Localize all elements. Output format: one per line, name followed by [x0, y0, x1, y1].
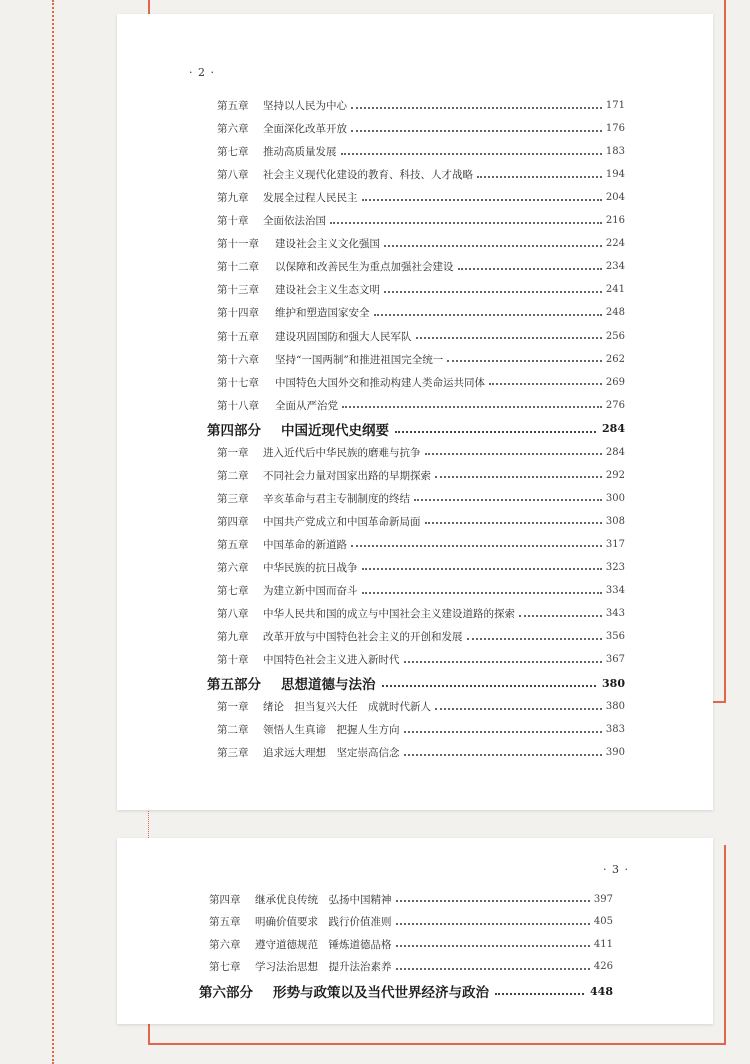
- chapter-title: 建设社会主义生态文明: [275, 284, 380, 297]
- page-reference: 234: [605, 261, 625, 273]
- part-label: 第四部分: [207, 422, 261, 439]
- leader-dots: [382, 685, 597, 687]
- red-frame-bottom-horizontal: [148, 1043, 726, 1045]
- chapter-title: 领悟人生真谛 把握人生方向: [263, 724, 400, 737]
- toc-chapter-entry: [217, 209, 625, 232]
- leader-dots: [396, 968, 590, 970]
- leader-dots: [416, 337, 602, 339]
- page-reference: 194: [605, 169, 625, 181]
- toc-chapter-entry: [217, 117, 625, 140]
- toc-chapter-entry: [217, 301, 625, 324]
- part-label: 第五部分: [207, 677, 261, 694]
- page-reference: 241: [605, 284, 625, 296]
- chapter-title: 改革开放与中国特色社会主义的开创和发展: [263, 631, 463, 644]
- toc-chapter-entry: [217, 348, 625, 371]
- toc-chapter-entry: [217, 579, 625, 602]
- chapter-label: 第四章: [217, 515, 249, 528]
- chapter-title: 全面深化改革开放: [263, 123, 347, 136]
- part-title: 形势与政策以及当代世界经济与政治: [273, 985, 489, 1001]
- page-reference: 276: [605, 399, 625, 411]
- leader-dots: [414, 499, 602, 501]
- chapter-label: 第一章: [217, 701, 249, 714]
- page-number: · 2 ·: [189, 66, 215, 79]
- page-reference: 269: [605, 376, 625, 388]
- red-frame-right-horizontal-1: [712, 701, 726, 703]
- toc-chapter-entry: [217, 510, 625, 533]
- toc-chapter-entry: [217, 371, 625, 394]
- toc-chapter-entry: [217, 186, 625, 209]
- chapter-title: 为建立新中国而奋斗: [263, 585, 358, 598]
- leader-dots: [447, 360, 602, 362]
- toc-part-entry: [207, 418, 625, 440]
- chapter-title: 不同社会力量对国家出路的早期探索: [263, 469, 431, 482]
- toc-chapter-entry: [217, 464, 625, 487]
- toc-chapter-entry: [217, 140, 625, 163]
- leader-dots: [330, 222, 602, 224]
- leader-dots: [404, 731, 602, 733]
- page-reference: 323: [605, 561, 625, 573]
- chapter-label: 第十七章: [217, 376, 259, 389]
- page-reference: 284: [605, 446, 625, 458]
- page-reference: 380: [605, 701, 625, 713]
- chapter-label: 第十章: [217, 654, 249, 667]
- chapter-title: 继承优良传统 弘扬中国精神: [255, 893, 392, 906]
- page-reference: 380: [602, 676, 625, 690]
- leader-dots: [396, 900, 590, 902]
- chapter-title: 全面依法治国: [263, 215, 326, 228]
- chapter-label: 第六章: [217, 561, 249, 574]
- chapter-label: 第十二章: [217, 261, 259, 274]
- book-page-2: [117, 838, 713, 1024]
- page-reference: 308: [605, 515, 625, 527]
- chapter-label: 第八章: [217, 608, 249, 621]
- chapter-label: 第六章: [209, 938, 241, 951]
- page-reference: 397: [593, 893, 613, 905]
- chapter-title: 中国特色大国外交和推动构建人类命运共同体: [275, 376, 485, 389]
- toc-part-entry: [199, 980, 613, 1002]
- page-reference: 448: [590, 984, 613, 998]
- chapter-title: 中国共产党成立和中国革命新局面: [263, 515, 421, 528]
- chapter-title: 以保障和改善民生为重点加强社会建设: [275, 261, 454, 274]
- leader-dots: [458, 268, 602, 270]
- chapter-label: 第三章: [217, 492, 249, 505]
- chapter-label: 第九章: [217, 192, 249, 205]
- chapter-label: 第二章: [217, 724, 249, 737]
- leader-dots: [384, 291, 602, 293]
- page-reference: 248: [605, 307, 625, 319]
- page-reference: 256: [605, 330, 625, 342]
- page-reference: 343: [605, 608, 625, 620]
- chapter-title: 中华民族的抗日战争: [263, 561, 358, 574]
- page-reference: 262: [605, 353, 625, 365]
- chapter-label: 第六章: [217, 123, 249, 136]
- chapter-title: 中国特色社会主义进入新时代: [263, 654, 400, 667]
- page-reference: 426: [593, 961, 613, 973]
- chapter-title: 推动高质量发展: [263, 146, 337, 159]
- page-reference: 176: [605, 123, 625, 135]
- toc-chapter-entry: [217, 325, 625, 348]
- leader-dots: [404, 754, 602, 756]
- chapter-title: 进入近代后中华民族的磨难与抗争: [263, 446, 421, 459]
- toc-chapter-entry: [209, 956, 613, 979]
- chapter-title: 辛亥革命与君主专制制度的终结: [263, 492, 410, 505]
- chapter-label: 第九章: [217, 631, 249, 644]
- page-reference: 224: [605, 238, 625, 250]
- leader-dots: [404, 661, 602, 663]
- leader-dots: [374, 314, 602, 316]
- leader-dots: [351, 107, 602, 109]
- leader-dots: [351, 130, 602, 132]
- chapter-title: 全面从严治党: [275, 399, 338, 412]
- chapter-title: 中华人民共和国的成立与中国社会主义建设道路的探索: [263, 608, 515, 621]
- leader-dots: [362, 199, 602, 201]
- part-title: 思想道德与法治: [281, 677, 376, 694]
- chapter-title: 建设社会主义文化强国: [275, 238, 380, 251]
- page-reference: 383: [605, 724, 625, 736]
- chapter-label: 第二章: [217, 469, 249, 482]
- chapter-label: 第七章: [209, 961, 241, 974]
- page-reference: 292: [605, 469, 625, 481]
- leader-dots: [342, 406, 602, 408]
- chapter-title: 明确价值要求 践行价值准则: [255, 916, 392, 929]
- chapter-label: 第五章: [217, 538, 249, 551]
- chapter-title: 发展全过程人民民主: [263, 192, 358, 205]
- leader-dots: [425, 522, 602, 524]
- page-reference: 216: [605, 215, 625, 227]
- chapter-label: 第五章: [217, 100, 249, 113]
- chapter-title: 社会主义现代化建设的教育、科技、人才战略: [263, 169, 473, 182]
- chapter-label: 第七章: [217, 585, 249, 598]
- chapter-label: 第十四章: [217, 307, 259, 320]
- chapter-label: 第十章: [217, 215, 249, 228]
- toc-chapter-entry: [217, 163, 625, 186]
- chapter-title: 坚持“一国两制”和推进祖国完全统一: [275, 353, 444, 366]
- chapter-label: 第十六章: [217, 353, 259, 366]
- chapter-title: 追求远大理想 坚定崇高信念: [263, 747, 400, 760]
- toc-chapter-entry: [217, 602, 625, 625]
- chapter-title: 维护和塑造国家安全: [275, 307, 370, 320]
- toc-chapter-entry: [217, 278, 625, 301]
- page-reference: 300: [605, 492, 625, 504]
- page-reference: 317: [605, 538, 625, 550]
- toc-chapter-entry: [209, 888, 613, 911]
- page-reference: 183: [605, 146, 625, 158]
- chapter-title: 中国革命的新道路: [263, 538, 347, 551]
- toc-chapter-entry: [217, 487, 625, 510]
- leader-dots: [495, 993, 584, 995]
- leader-dots: [396, 923, 590, 925]
- leader-dots: [396, 945, 590, 947]
- leader-dots: [362, 568, 602, 570]
- chapter-label: 第三章: [217, 747, 249, 760]
- chapter-title: 学习法治思想 提升法治素养: [255, 961, 392, 974]
- red-frame-top-vertical: [148, 0, 150, 14]
- page-reference: 390: [605, 747, 625, 759]
- leader-dots: [362, 592, 602, 594]
- toc-chapter-entry: [217, 533, 625, 556]
- toc-chapter-entry: [209, 911, 613, 934]
- chapter-label: 第十三章: [217, 284, 259, 297]
- chapter-label: 第七章: [217, 146, 249, 159]
- leader-dots: [395, 431, 596, 433]
- leader-dots: [341, 153, 602, 155]
- toc-chapter-entry: [217, 556, 625, 579]
- chapter-label: 第八章: [217, 169, 249, 182]
- leader-dots: [435, 476, 602, 478]
- toc-chapter-entry: [217, 255, 625, 278]
- page-reference: 411: [593, 938, 613, 950]
- leader-dots: [467, 638, 602, 640]
- toc-chapter-entry: [217, 648, 625, 671]
- toc-chapter-entry: [217, 394, 625, 417]
- toc-chapter-entry: [217, 232, 625, 255]
- toc-chapter-entry: [217, 741, 625, 764]
- leader-dots: [435, 708, 602, 710]
- part-title: 中国近现代史纲要: [281, 422, 389, 439]
- chapter-label: 第十五章: [217, 330, 259, 343]
- page-reference: 405: [593, 916, 613, 928]
- chapter-label: 第四章: [209, 893, 241, 906]
- page-reference: 334: [605, 585, 625, 597]
- leader-dots: [425, 453, 602, 455]
- chapter-title: 绪论 担当复兴大任 成就时代新人: [263, 701, 431, 714]
- page-reference: 204: [605, 192, 625, 204]
- leader-dots: [519, 615, 602, 617]
- red-frame-right-vertical-1: [724, 0, 726, 703]
- chapter-title: 遵守道德规范 锤炼道德品格: [255, 938, 392, 951]
- leader-dots: [384, 245, 602, 247]
- page-reference: 356: [605, 631, 625, 643]
- leader-dots: [477, 176, 602, 178]
- toc-chapter-entry: [209, 933, 613, 956]
- red-frame-right-vertical-2: [724, 845, 726, 1045]
- toc-chapter-entry: [217, 94, 625, 117]
- left-dotted-line: [52, 0, 54, 1064]
- leader-dots: [351, 545, 602, 547]
- toc-part-entry: [207, 672, 625, 694]
- page-number: · 3 ·: [603, 863, 629, 876]
- toc-chapter-entry: [217, 441, 625, 464]
- chapter-title: 建设巩固国防和强大人民军队: [275, 330, 412, 343]
- chapter-label: 第十八章: [217, 399, 259, 412]
- page-reference: 171: [605, 100, 625, 112]
- book-page-1: [117, 14, 713, 810]
- page-reference: 284: [602, 422, 625, 436]
- leader-dots: [489, 383, 602, 385]
- toc-chapter-entry: [217, 695, 625, 718]
- chapter-label: 第十一章: [217, 238, 259, 251]
- chapter-label: 第五章: [209, 916, 241, 929]
- chapter-label: 第一章: [217, 446, 249, 459]
- chapter-title: 坚持以人民为中心: [263, 100, 347, 113]
- part-label: 第六部分: [199, 985, 253, 1001]
- page-reference: 367: [605, 654, 625, 666]
- toc-chapter-entry: [217, 625, 625, 648]
- toc-chapter-entry: [217, 718, 625, 741]
